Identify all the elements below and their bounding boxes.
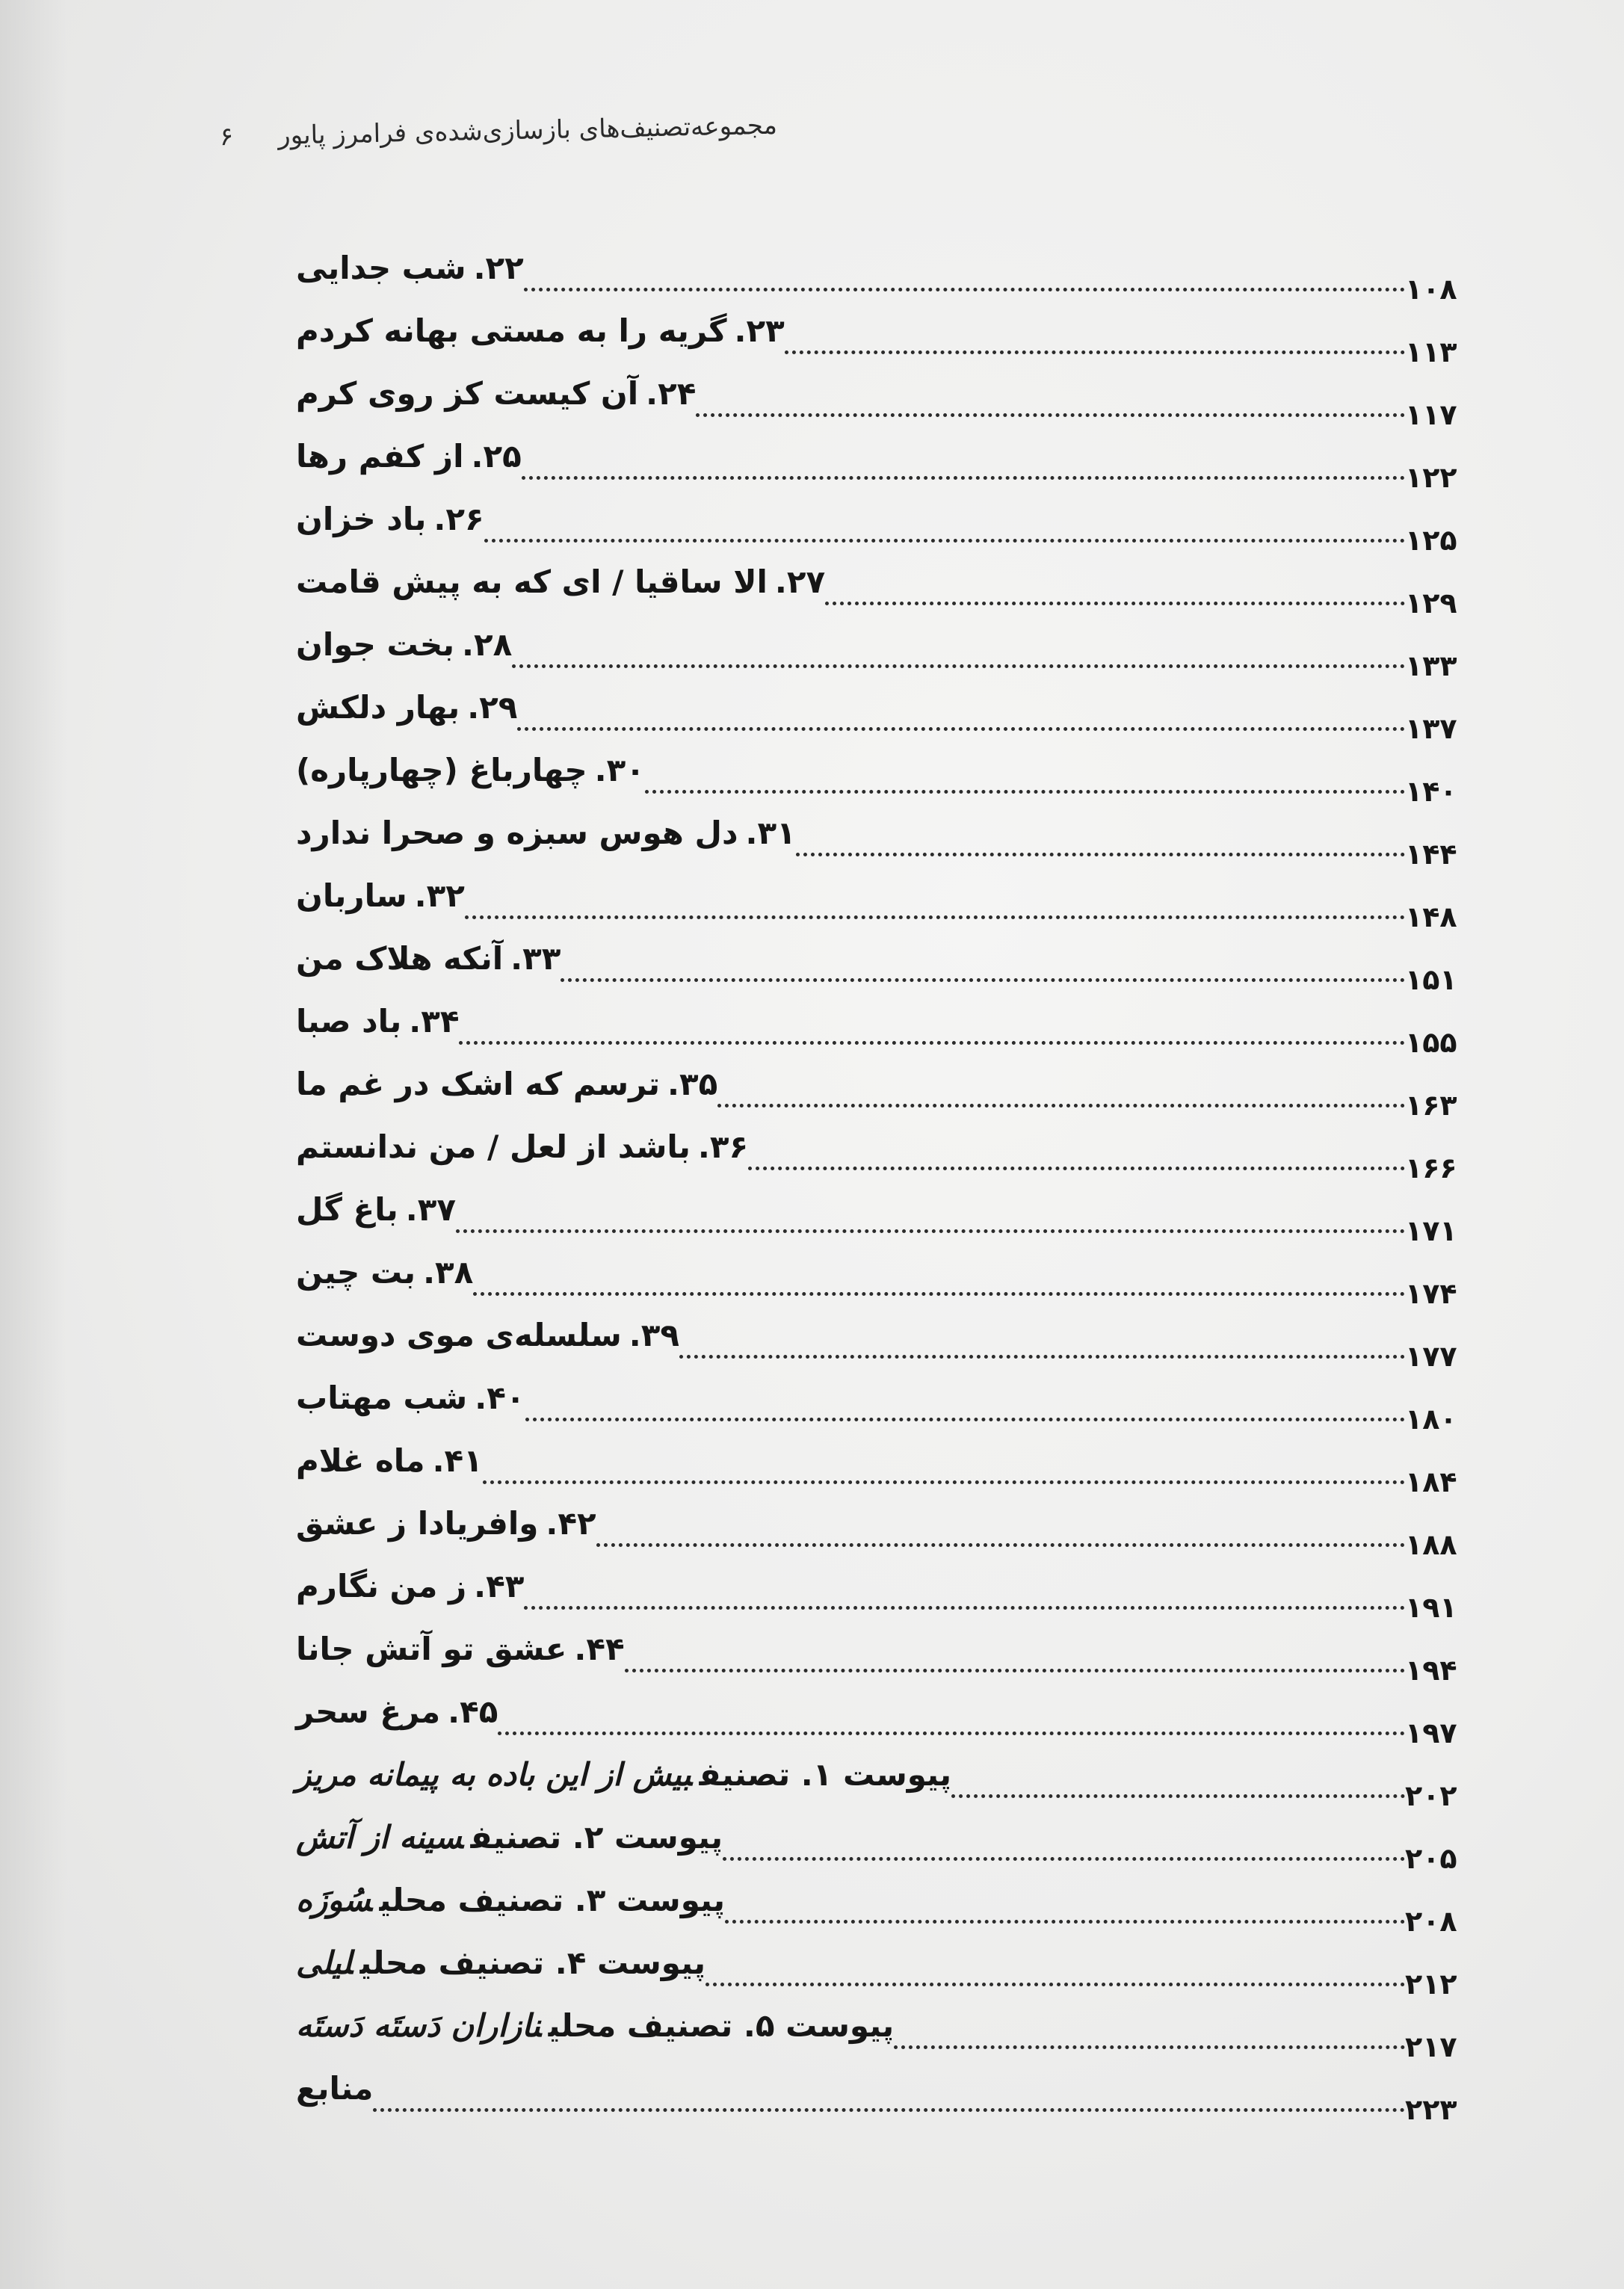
entry-title: ماه غلام [296, 1442, 425, 1479]
toc-entry [284, 236, 1487, 306]
entry-page-number: ۲۰۸ [1405, 1905, 1457, 1938]
header-title: مجموعه‌تصنیف‌های بازسازی‌شده‌ی فرامرز پایور [277, 110, 778, 151]
dot-leader [465, 915, 1405, 919]
appendix-title: بیش از این باده به پیمانه مریز [296, 1755, 692, 1793]
toc-entry [284, 1492, 1487, 1561]
entry-title: باشد از لعل / من ندانستم [296, 1128, 691, 1165]
appendix-title: نازاران دَستَه دَستَه [296, 2007, 541, 2044]
entry-title: سلسله‌ی موی دوست [296, 1316, 622, 1353]
toc-entry [284, 550, 1487, 620]
entry-page-number: ۱۴۸ [1405, 901, 1457, 933]
toc-entry [284, 989, 1487, 1059]
dot-leader [561, 978, 1405, 982]
entry-number: ۴۴. [574, 1630, 625, 1667]
dot-leader [456, 1229, 1405, 1233]
dot-leader [951, 1794, 1405, 1798]
entry-label [284, 626, 512, 663]
entry-title: ز من نگارم [296, 1567, 467, 1604]
entry-title: بت چین [296, 1253, 416, 1291]
entry-number: ۳۲. [414, 877, 465, 914]
toc-entry [284, 1366, 1487, 1436]
dot-leader [785, 350, 1405, 354]
entry-page-number: ۱۳۳ [1405, 649, 1457, 682]
entry-title: بخت جوان [296, 625, 454, 663]
entry-number: ۲۲. [473, 249, 524, 286]
toc-entry [284, 613, 1487, 682]
entry-title: گریه را به مستی بهانه کردم [296, 312, 727, 349]
entry-page-number: ۱۰۸ [1405, 273, 1457, 306]
entry-number: ۳۱. [745, 814, 796, 851]
entry-number: ۲۴. [646, 374, 697, 412]
entry-title: باد خزان [296, 500, 427, 537]
entry-label [284, 1191, 456, 1228]
entry-page-number: ۱۲۹ [1405, 587, 1457, 620]
entry-number: ۲۳. [734, 312, 785, 349]
entry-label [284, 815, 796, 851]
entry-number: ۲۸. [461, 625, 513, 663]
dot-leader [525, 1418, 1406, 1421]
entry-label [284, 1066, 717, 1102]
entry-page-number: ۲۱۲ [1405, 1968, 1457, 2001]
entry-label [284, 1254, 473, 1291]
entry-number: ۴۳. [474, 1567, 525, 1604]
toc-entry [284, 1554, 1487, 1624]
dot-leader [725, 1920, 1405, 1924]
dot-leader [517, 727, 1405, 731]
entry-page-number: ۱۸۰ [1405, 1403, 1457, 1436]
dot-leader [524, 1606, 1405, 1610]
entry-page-number: ۲۰۲ [1405, 1779, 1457, 1812]
entry-title: عشق تو آتش جانا [296, 1630, 567, 1667]
entry-title: شب جدایی [296, 249, 466, 286]
entry-title: بهار دلکش [296, 688, 460, 726]
entry-label [284, 1442, 483, 1479]
toc-entry [284, 1303, 1487, 1373]
sources-entry [284, 2057, 1487, 2126]
dot-leader [723, 1857, 1405, 1861]
entry-number: ۳۵. [667, 1065, 718, 1102]
dot-leader [522, 476, 1405, 480]
toc-entry [284, 424, 1487, 494]
entry-label [284, 1003, 459, 1040]
entry-label [284, 1944, 706, 1981]
appendix-prefix: پیوست ۵. تصنیف محلی [548, 2007, 895, 2044]
toc-entry [284, 1429, 1487, 1498]
entry-title: ساربان [296, 877, 407, 914]
entry-number: ۳۹. [629, 1316, 680, 1353]
toc-entry [284, 801, 1487, 871]
dot-leader [894, 2045, 1405, 2049]
dot-leader [796, 853, 1405, 856]
entry-page-number: ۲۲۳ [1405, 2093, 1457, 2126]
entry-label [284, 1505, 596, 1542]
entry-number: ۳۸. [423, 1253, 474, 1291]
entry-label [284, 1819, 723, 1856]
dot-leader [748, 1167, 1405, 1170]
entry-title: وافریادا ز عشق [296, 1504, 539, 1542]
dot-leader [596, 1543, 1405, 1547]
toc-entry [284, 487, 1487, 557]
entry-number: ۳۶. [697, 1128, 749, 1165]
entry-label [284, 312, 785, 349]
entry-page-number: ۱۹۴ [1405, 1654, 1457, 1687]
entry-title: ترسم که اشک در غم ما [296, 1065, 660, 1102]
entry-label [284, 1380, 525, 1416]
dot-leader [498, 1732, 1405, 1735]
entry-page-number: ۱۵۵ [1405, 1026, 1457, 1059]
entry-title: مرغ سحر [296, 1693, 441, 1730]
dot-leader [484, 539, 1405, 543]
entry-number: ۴۲. [546, 1504, 596, 1542]
entry-label [284, 2070, 373, 2107]
toc-entry [284, 1052, 1487, 1122]
dot-leader [679, 1355, 1405, 1359]
page-edge-shadow [0, 0, 67, 2289]
appendix-entry [284, 1868, 1487, 1938]
header-page-number: ۶ [219, 121, 234, 152]
appendix-prefix: پیوست ۲. تصنیف [470, 1818, 723, 1856]
entry-label [284, 1317, 679, 1353]
dot-leader [717, 1104, 1405, 1108]
entry-number: ۳۴. [409, 1002, 460, 1040]
entry-label [284, 940, 561, 977]
entry-title: آن کیست کز روی کرم [296, 374, 639, 412]
entry-page-number: ۱۷۱ [1405, 1214, 1457, 1247]
entry-page-number: ۲۰۵ [1405, 1842, 1457, 1875]
appendix-title: سینه از آتش [296, 1818, 463, 1856]
entry-label [284, 1631, 625, 1667]
entry-label [284, 1128, 748, 1165]
dot-leader [483, 1480, 1405, 1484]
entry-page-number: ۱۹۱ [1405, 1591, 1457, 1624]
entry-page-number: ۱۸۴ [1405, 1465, 1457, 1498]
entry-label [284, 2007, 894, 2044]
entry-title: باغ گل [296, 1190, 398, 1228]
entry-page-number: ۱۸۸ [1405, 1528, 1457, 1561]
entry-page-number: ۱۷۴ [1405, 1277, 1457, 1310]
table-of-contents [284, 236, 1487, 2126]
dot-leader [524, 288, 1405, 291]
toc-entry [284, 362, 1487, 431]
toc-entry [284, 299, 1487, 368]
entry-label [284, 501, 484, 537]
entry-label [284, 250, 524, 286]
entry-label [284, 1756, 951, 1793]
entry-number: ۳۷. [405, 1190, 457, 1228]
appendix-prefix: پیوست ۳. تصنیف محلی [379, 1881, 725, 1918]
toc-entry [284, 864, 1487, 933]
entry-label [284, 752, 645, 788]
entry-page-number: ۱۹۷ [1405, 1717, 1457, 1749]
entry-label [284, 563, 825, 600]
entry-page-number: ۱۷۷ [1405, 1340, 1457, 1373]
entry-number: ۲۷. [774, 563, 826, 600]
entry-title: الا ساقیا / ای که به پیش قامت [296, 563, 768, 600]
entry-page-number: ۱۴۰ [1405, 775, 1457, 808]
appendix-entry [284, 1994, 1487, 2063]
entry-label [284, 1882, 725, 1918]
entry-title: باد صبا [296, 1002, 402, 1040]
entry-page-number: ۱۱۷ [1405, 398, 1457, 431]
entry-page-number: ۱۴۴ [1405, 838, 1457, 871]
toc-entry [284, 738, 1487, 808]
running-header [219, 99, 778, 163]
toc-entry [284, 676, 1487, 745]
sources-title: منابع [296, 2069, 374, 2107]
dot-leader [645, 790, 1405, 794]
entry-page-number: ۱۲۲ [1405, 461, 1457, 494]
entry-number: ۴۵. [448, 1693, 498, 1730]
entry-title: دل هوس سبزه و صحرا ندارد [296, 814, 738, 851]
entry-label [284, 689, 517, 726]
appendix-entry [284, 1931, 1487, 2001]
entry-page-number: ۲۱۷ [1405, 2030, 1457, 2063]
dot-leader [696, 413, 1405, 417]
toc-entry [284, 1115, 1487, 1184]
dot-leader [512, 664, 1405, 668]
toc-entry [284, 1178, 1487, 1247]
entry-label [284, 375, 696, 412]
appendix-title: لیلی [296, 1944, 353, 1981]
dot-leader [825, 602, 1405, 605]
entry-number: ۳۳. [510, 939, 561, 977]
entry-number: ۳۰. [594, 751, 645, 788]
dot-leader [459, 1041, 1405, 1045]
appendix-prefix: پیوست ۱. تصنیف [699, 1755, 952, 1793]
toc-entry [284, 927, 1487, 996]
appendix-title: سُوزَه [296, 1881, 372, 1918]
entry-number: ۲۶. [433, 500, 484, 537]
dot-leader [625, 1669, 1405, 1672]
entry-label [284, 877, 465, 914]
dot-leader [373, 2108, 1405, 2112]
entry-title: شب مهتاب [296, 1379, 468, 1416]
entry-title: آنکه هلاک من [296, 939, 504, 977]
entry-number: ۴۱. [432, 1442, 483, 1479]
toc-entry [284, 1680, 1487, 1749]
dot-leader [706, 1983, 1405, 1986]
entry-page-number: ۱۶۶ [1405, 1152, 1457, 1184]
entry-number: ۲۹. [467, 688, 518, 726]
appendix-entry [284, 1805, 1487, 1875]
appendix-prefix: پیوست ۴. تصنیف محلی [359, 1944, 706, 1981]
entry-page-number: ۱۵۱ [1405, 963, 1457, 996]
entry-page-number: ۱۱۳ [1405, 336, 1457, 368]
toc-entry [284, 1617, 1487, 1687]
entry-page-number: ۱۲۵ [1405, 524, 1457, 557]
entry-label [284, 1568, 524, 1604]
appendix-entry [284, 1743, 1487, 1812]
entry-number: ۴۰. [475, 1379, 525, 1416]
entry-title: چهارباغ (چهارپاره) [296, 751, 587, 788]
entry-title: از کفم رها [296, 437, 464, 475]
entry-label [284, 1693, 498, 1730]
entry-label [284, 438, 522, 475]
entry-page-number: ۱۶۳ [1405, 1089, 1457, 1122]
entry-number: ۲۵. [471, 437, 522, 475]
entry-page-number: ۱۳۷ [1405, 712, 1457, 745]
dot-leader [473, 1292, 1405, 1296]
toc-entry [284, 1241, 1487, 1310]
